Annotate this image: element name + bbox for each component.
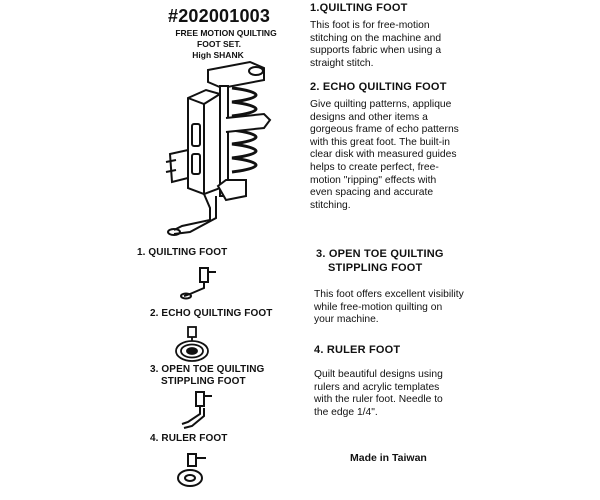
foot1-label: 1. QUILTING FOOT <box>137 247 228 258</box>
foot3-label-line2: STIPPLING FOOT <box>161 376 246 387</box>
section1-title: 1.QUILTING FOOT <box>310 2 408 14</box>
ruler-foot-icon <box>170 452 214 492</box>
product-title-line1: FREE MOTION QUILTING <box>175 28 277 38</box>
section1-body: This foot is for free-motion stitching on the machine and supports fabric when using a straight stitch. <box>310 20 442 69</box>
section4-title: 4. RULER FOOT <box>314 344 401 356</box>
section2-title: 2. ECHO QUILTING FOOT <box>310 81 447 93</box>
product-title-line3: High SHANK <box>192 50 244 60</box>
quilting-foot-icon <box>180 266 220 300</box>
section3-title-line1: 3. OPEN TOE QUILTING <box>316 248 444 260</box>
foot3-label-line1: 3. OPEN TOE QUILTING <box>150 364 265 375</box>
foot2-label: 2. ECHO QUILTING FOOT <box>150 308 273 319</box>
section4-body: Quilt beautiful designs using rulers and acrylic templates with the ruler foot. Needle to the edge 1/4". <box>314 369 443 418</box>
foot4-label: 4. RULER FOOT <box>150 433 228 444</box>
product-title-line2: FOOT SET. <box>197 39 241 49</box>
section2-body: Give quilting patterns, applique designs and other items a gorgeous frame of echo patterns with this great foot. The built-in clear disk with measured guides helps to create perfect, free-motion "ripping" effects with even spacing and accurate stitching. <box>310 99 459 211</box>
quilting-foot-illustration <box>160 58 290 238</box>
section3-title-line2: STIPPLING FOOT <box>328 262 423 274</box>
made-in-label: Made in Taiwan <box>350 452 427 464</box>
product-code: #202001003 <box>168 6 271 26</box>
echo-quilting-foot-icon <box>170 325 214 365</box>
open-toe-foot-icon <box>178 390 216 430</box>
section3-body: This foot offers excellent visibility while free-motion quilting on your machine. <box>314 289 464 326</box>
